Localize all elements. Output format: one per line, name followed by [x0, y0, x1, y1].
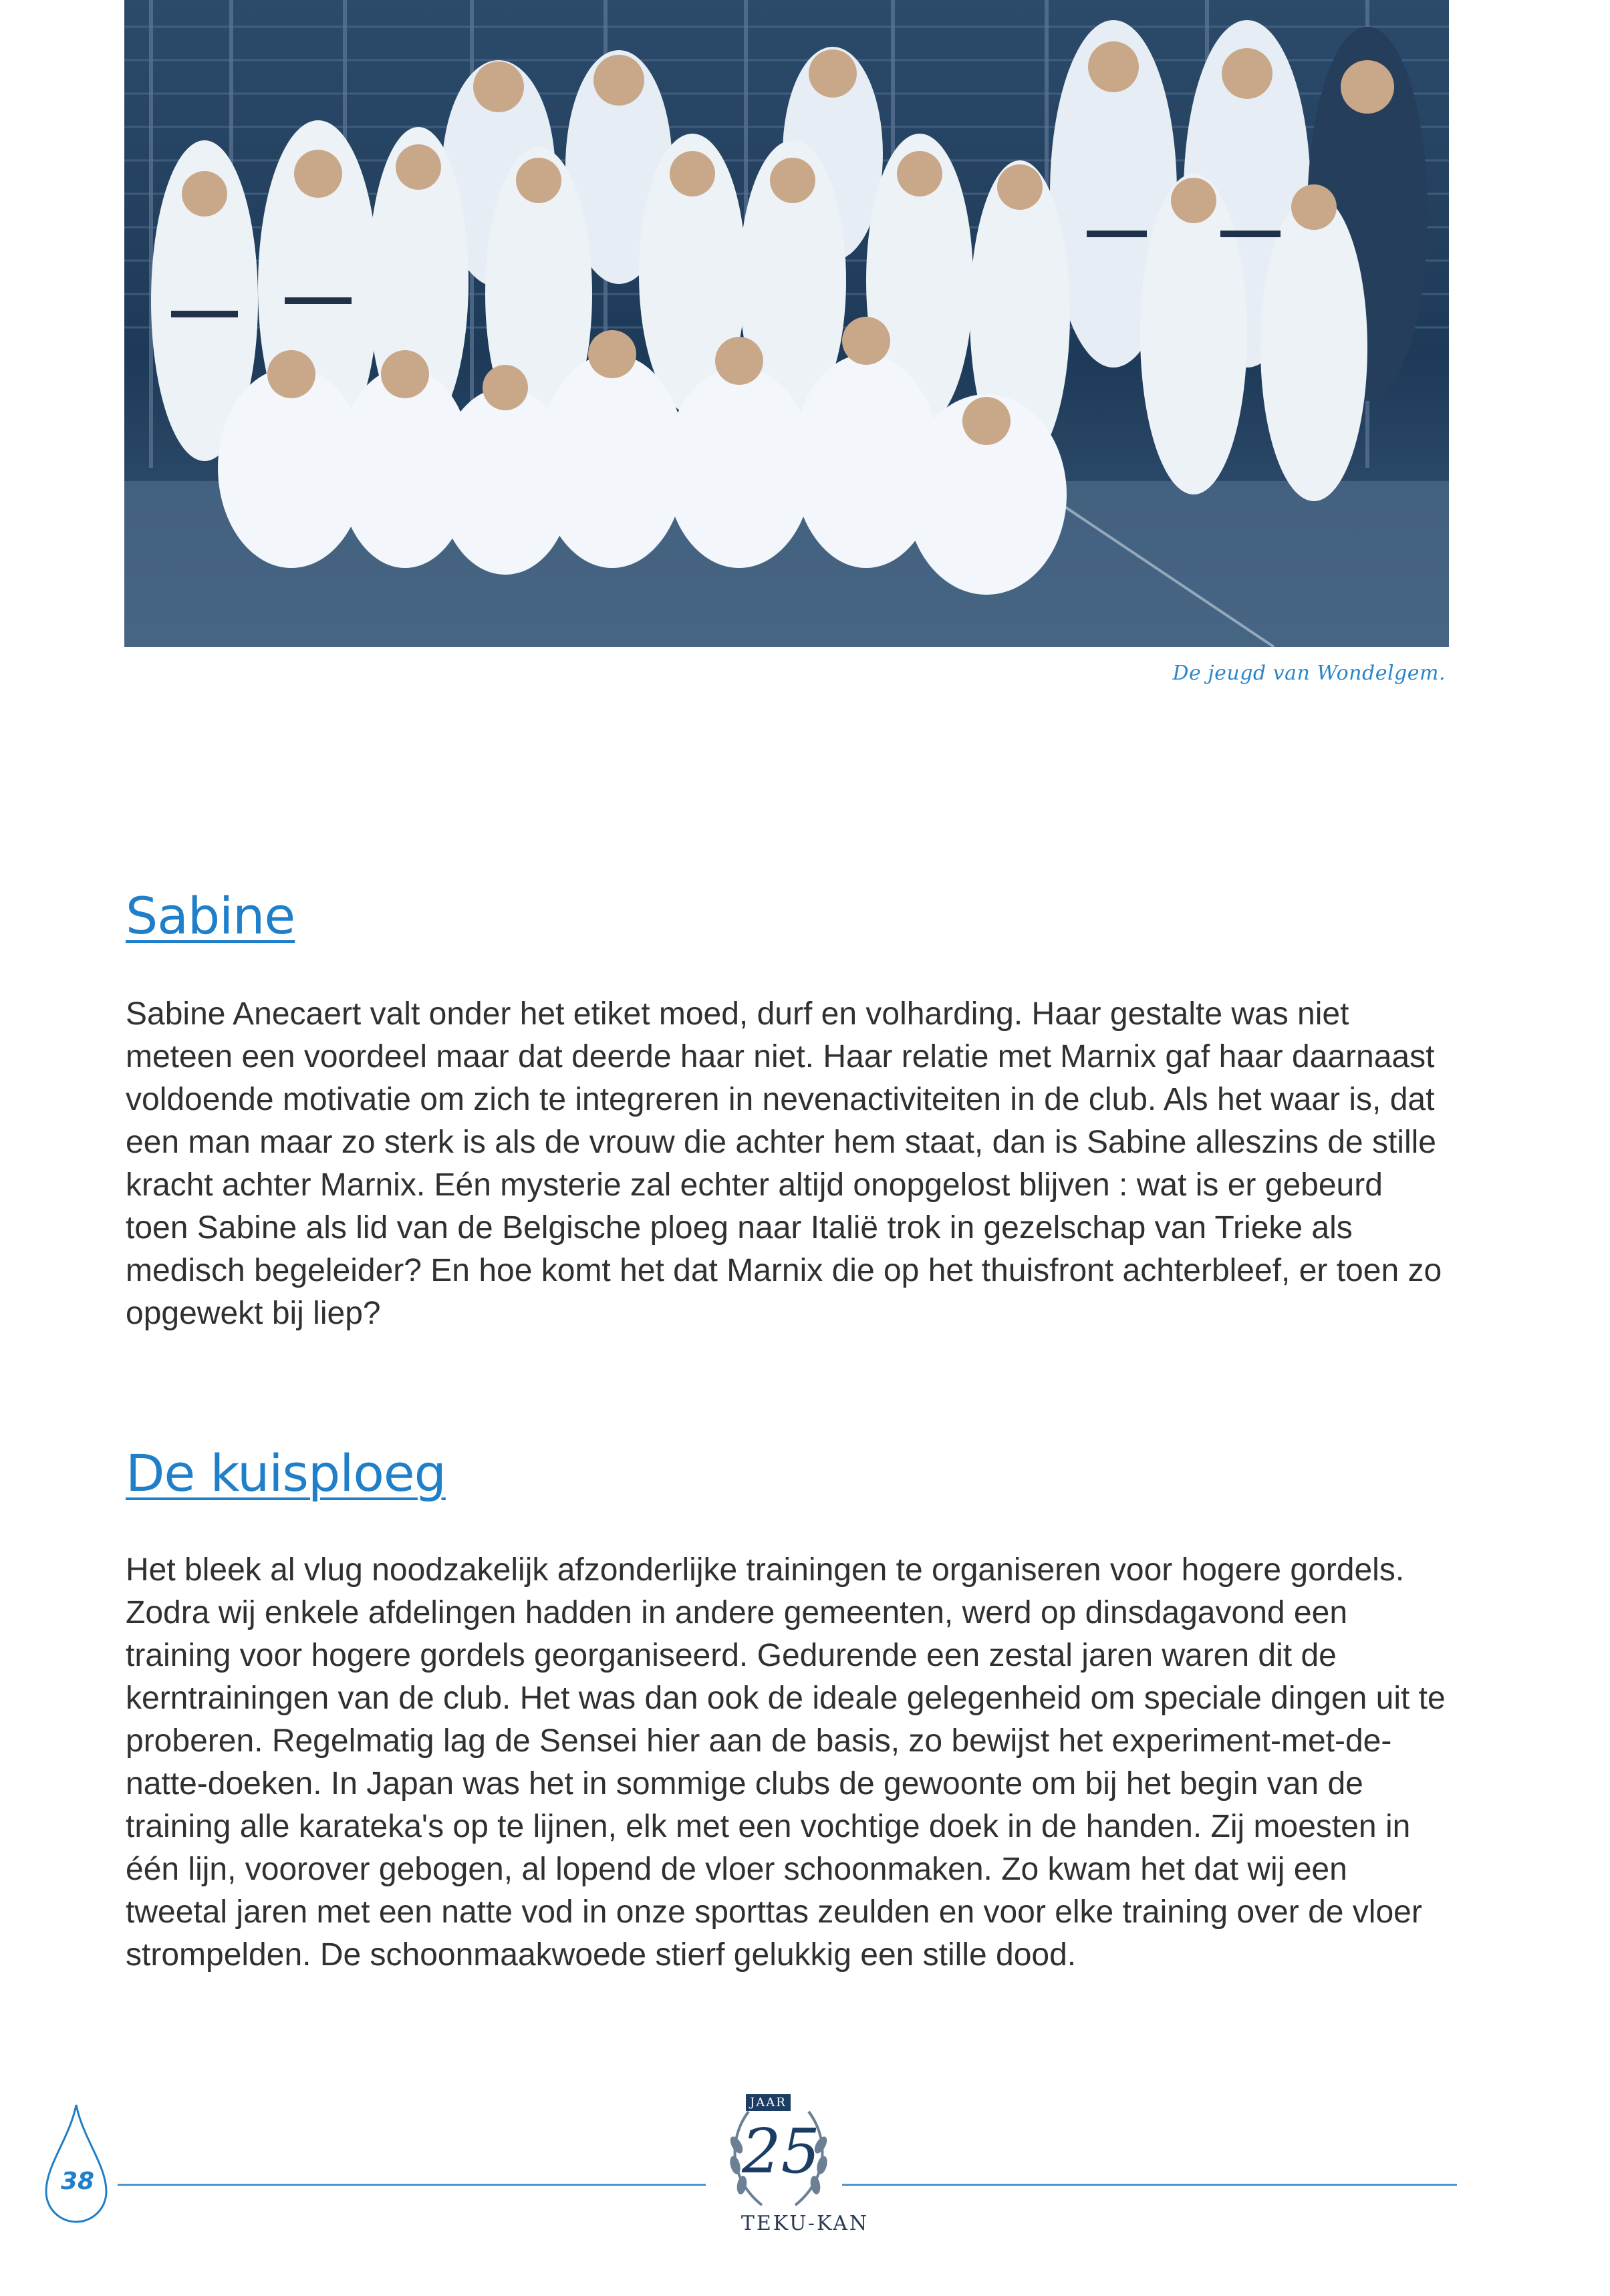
section-title-sabine: Sabine [126, 886, 295, 946]
logo-number: 25 [742, 2116, 821, 2187]
logo-jaar-label: JAAR [746, 2094, 791, 2111]
photo-caption: De jeugd van Wondelgem. [1172, 662, 1446, 685]
drop-icon [36, 2098, 116, 2225]
page-number: 38 [60, 2168, 95, 2195]
section-body-sabine [126, 993, 1449, 1335]
anniversary-logo [722, 2085, 835, 2218]
section-title-kuisploeg: De kuisploeg [126, 1443, 446, 1503]
page-number-badge [36, 2098, 116, 2225]
club-name: TEKU-KAN [741, 2212, 869, 2235]
group-photo-image [124, 0, 1449, 647]
group-photo [124, 0, 1449, 647]
paragraph: Sabine Anecaert valt onder het etiket moed, durf en volharding. Haar gestalte was niet meteen een voordeel maar dat deerde haar niet. Haar relatie met Marnix gaf haar daarnaast voldoende motivatie om zich te integreren in nevenactiviteiten in de club. Als het waar is, dat een man maar zo sterk is als de vrouw die achter hem staat, dan is Sabine alleszins de stille kracht achter Marnix. Eén mysterie zal echter altijd onopgelost blijven : wat is er gebeurd toen Sabine als lid van de Belgische ploeg naar Italië trok in gezelschap van Trieke als medisch begeleider? En hoe komt het dat Marnix die op het thuisfront achterbleef, er toen zo opgewekt bij liep? [126, 996, 1442, 1331]
footer-rule-left [118, 2184, 706, 2186]
paragraph: Het bleek al vlug noodzakelijk afzonderlijke trainingen te organiseren voor hogere gordels. Zodra wij enkele afdelingen hadden in andere gemeenten, werd op dinsdagavond een training voor hogere gordels georganiseerd. Gedurende een zestal jaren waren dit de kerntrainingen van de club. Het was dan ook de ideale gelegenheid om speciale dingen uit te proberen. Regelmatig lag de Sensei hier aan de basis, zo bewijst het experiment-met-de-natte-doeken. In Japan was het in sommige clubs de gewoonte om bij het begin van de training alle karateka's op te lijnen, elk met een vochtige doek in de handen. Zij moesten in één lijn, voorover gebogen, al lopend de vloer schoonmaken. Zo kwam het dat wij een tweetal jaren met een natte vod in onze sporttas zeulden en voor elke training over de vloer strompelden. De schoonmaakwoede stierf gelukkig een stille dood. [126, 1552, 1446, 1973]
footer-rule-right [842, 2184, 1457, 2186]
section-body-kuisploeg [126, 1549, 1449, 1977]
